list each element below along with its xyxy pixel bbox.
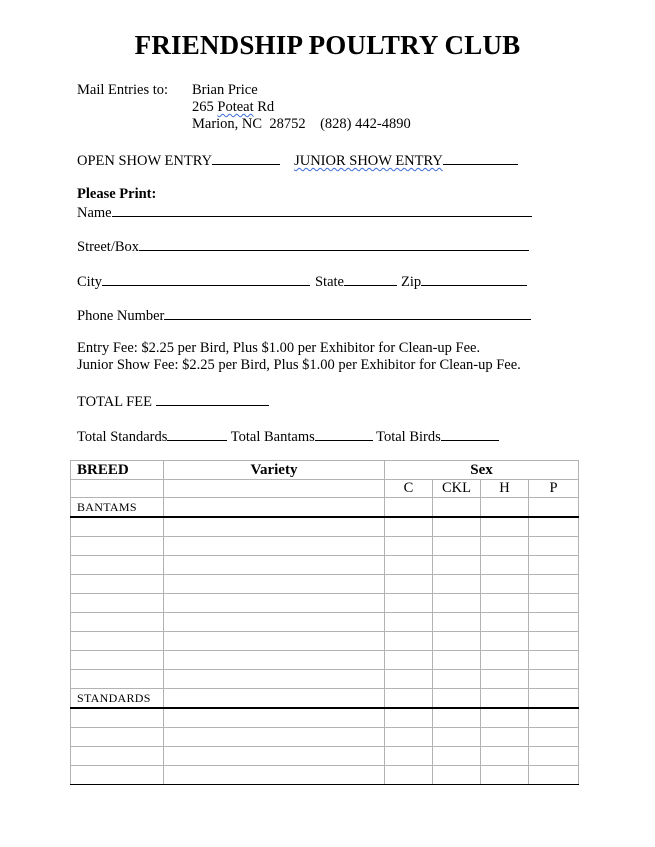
table-row (71, 537, 579, 556)
entry-cell[interactable] (385, 747, 433, 766)
entry-cell[interactable] (164, 575, 385, 594)
phone-label: Phone Number (77, 308, 165, 324)
entry-cell[interactable] (481, 517, 529, 537)
city-field[interactable] (102, 272, 310, 286)
entry-cell[interactable] (385, 632, 433, 651)
table-row (71, 632, 579, 651)
street-line (77, 237, 529, 256)
entry-cell[interactable] (481, 689, 529, 709)
entry-cell[interactable] (481, 708, 529, 728)
name-label: Name (77, 205, 112, 221)
entry-cell[interactable] (385, 556, 433, 575)
entry-cell[interactable] (529, 537, 579, 556)
entry-cell[interactable] (481, 670, 529, 689)
table-row (71, 556, 579, 575)
entry-cell[interactable] (433, 517, 481, 537)
entry-cell[interactable] (385, 766, 433, 785)
entry-cell[interactable] (164, 651, 385, 670)
entry-cell[interactable] (481, 498, 529, 518)
entry-cell[interactable] (164, 708, 385, 728)
sex-col-ckl: CKL (433, 480, 481, 498)
entry-cell[interactable] (481, 556, 529, 575)
name-field[interactable] (112, 203, 532, 217)
total-fee-field[interactable] (156, 392, 269, 406)
table-row (71, 594, 579, 613)
street-suffix: Rd (257, 99, 275, 115)
entry-cell[interactable] (433, 689, 481, 709)
blank-cell (164, 480, 385, 498)
total-standards-field[interactable] (167, 427, 227, 441)
entry-cell[interactable] (385, 708, 433, 728)
blank-cell (71, 480, 164, 498)
total-birds-field[interactable] (441, 427, 499, 441)
spacer-mark (280, 152, 294, 165)
mail-entries-label: Mail Entries to: (77, 82, 169, 98)
zip-field[interactable] (421, 272, 527, 286)
entry-cell[interactable] (385, 728, 433, 747)
entry-cell[interactable] (164, 517, 385, 537)
entry-cell[interactable] (481, 537, 529, 556)
entry-cell[interactable] (164, 556, 385, 575)
entry-cell[interactable] (481, 613, 529, 632)
totals-line (77, 427, 499, 446)
table-row (71, 728, 579, 747)
sex-col-p: P (529, 480, 579, 498)
sex-header: Sex (385, 461, 579, 480)
entry-cell[interactable] (433, 708, 481, 728)
entry-cell[interactable] (433, 651, 481, 670)
please-print-label: Please Print: (77, 186, 157, 202)
entry-cell[interactable] (385, 594, 433, 613)
total-bantams-label: Total Bantams (230, 429, 315, 445)
street-label: Street/Box (77, 239, 140, 255)
total-birds-label: Total Birds (376, 429, 441, 445)
bantams-section-label: BANTAMS (71, 498, 164, 518)
entry-cell[interactable] (529, 613, 579, 632)
entry-cell[interactable] (433, 747, 481, 766)
entry-cell[interactable] (71, 651, 164, 670)
entry-cell[interactable] (164, 498, 385, 518)
zip-label: Zip (400, 274, 422, 290)
sex-col-c: C (385, 480, 433, 498)
sex-col-h: H (481, 480, 529, 498)
city-line (77, 272, 527, 291)
entry-cell[interactable] (433, 632, 481, 651)
open-show-blank[interactable] (212, 151, 280, 165)
entry-cell[interactable] (481, 747, 529, 766)
state-label: State (314, 274, 344, 290)
state-field[interactable] (344, 272, 397, 286)
mail-street (192, 99, 274, 116)
entry-cell[interactable] (481, 632, 529, 651)
entry-cell[interactable] (529, 632, 579, 651)
entry-cell[interactable] (164, 594, 385, 613)
variety-header: Variety (164, 461, 385, 480)
entry-cell[interactable] (385, 498, 433, 518)
entry-cell[interactable] (385, 651, 433, 670)
entry-cell[interactable] (164, 613, 385, 632)
entry-cell[interactable] (164, 670, 385, 689)
standards-section-label: STANDARDS (71, 689, 164, 709)
table-row (71, 670, 579, 689)
entry-cell[interactable] (71, 517, 164, 537)
entry-cell[interactable] (71, 575, 164, 594)
entry-cell[interactable] (71, 613, 164, 632)
entry-cell[interactable] (164, 689, 385, 709)
entry-cell[interactable] (529, 766, 579, 785)
entry-cell[interactable] (529, 728, 579, 747)
total-fee-label: TOTAL FEE (77, 394, 152, 410)
entry-cell[interactable] (529, 517, 579, 537)
entry-cell[interactable] (71, 708, 164, 728)
table-row (71, 766, 579, 785)
entry-cell[interactable] (433, 498, 481, 518)
junior-show-label: JUNIOR SHOW ENTRY (294, 153, 443, 169)
table-row (71, 747, 579, 766)
name-line (77, 203, 532, 222)
entry-cell[interactable] (529, 556, 579, 575)
page-title: FRIENDSHIP POULTRY CLUB (134, 30, 521, 60)
entry-cell[interactable] (481, 728, 529, 747)
entry-cell[interactable] (433, 575, 481, 594)
entry-cell[interactable] (71, 766, 164, 785)
mail-recipient-name: Brian Price (192, 82, 258, 98)
entry-cell[interactable] (164, 537, 385, 556)
street-number: 265 (192, 99, 214, 115)
total-bantams-field[interactable] (315, 427, 373, 441)
entry-cell[interactable] (529, 747, 579, 766)
breed-header: BREED (71, 461, 164, 480)
entry-cell[interactable] (481, 651, 529, 670)
entry-cell[interactable] (71, 670, 164, 689)
entry-cell[interactable] (164, 728, 385, 747)
entry-cell[interactable] (385, 517, 433, 537)
junior-fee-text: Junior Show Fee: $2.25 per Bird, Plus $1.00 per Exhibitor for Clean-up Fee. (77, 357, 521, 373)
entry-cell[interactable] (385, 670, 433, 689)
entry-cell[interactable] (433, 537, 481, 556)
city-label: City (77, 274, 102, 290)
entry-cell[interactable] (71, 537, 164, 556)
entry-cell[interactable] (529, 498, 579, 518)
entry-cell[interactable] (71, 728, 164, 747)
mail-city-phone: Marion, NC 28752 (828) 442-4890 (192, 116, 411, 132)
phone-field[interactable] (164, 306, 531, 320)
entry-cell[interactable] (164, 747, 385, 766)
entry-cell[interactable] (529, 670, 579, 689)
table-row (71, 708, 579, 728)
entry-cell[interactable] (71, 594, 164, 613)
phone-line (77, 306, 531, 325)
entry-cell[interactable] (71, 556, 164, 575)
entry-cell[interactable] (385, 613, 433, 632)
street-field[interactable] (139, 237, 529, 251)
open-show-label: OPEN SHOW ENTRY (77, 153, 213, 169)
entry-cell[interactable] (385, 537, 433, 556)
entry-cell[interactable] (385, 689, 433, 709)
table-row (71, 613, 579, 632)
entry-cell[interactable] (433, 613, 481, 632)
entry-cell[interactable] (433, 556, 481, 575)
entry-cell[interactable] (481, 766, 529, 785)
entry-cell[interactable] (433, 670, 481, 689)
table-row (71, 517, 579, 537)
entry-cell[interactable] (433, 766, 481, 785)
entry-cell[interactable] (529, 651, 579, 670)
entry-cell[interactable] (433, 728, 481, 747)
entry-cell[interactable] (529, 689, 579, 709)
total-standards-label: Total Standards (77, 429, 168, 445)
entry-table (70, 460, 579, 785)
entry-cell[interactable] (71, 632, 164, 651)
entry-cell[interactable] (481, 594, 529, 613)
entry-cell[interactable] (164, 766, 385, 785)
entry-cell[interactable] (481, 575, 529, 594)
entry-cell[interactable] (433, 594, 481, 613)
entry-cell[interactable] (529, 708, 579, 728)
entry-cell[interactable] (529, 575, 579, 594)
entry-cell[interactable] (164, 632, 385, 651)
entry-cell[interactable] (385, 575, 433, 594)
table-row (71, 651, 579, 670)
table-row (71, 575, 579, 594)
total-fee-line (77, 392, 269, 411)
street-name: Poteat (217, 99, 254, 115)
entry-cell[interactable] (529, 594, 579, 613)
entry-fee-text: Entry Fee: $2.25 per Bird, Plus $1.00 per Exhibitor for Clean-up Fee. (77, 340, 481, 356)
junior-show-blank[interactable] (443, 151, 518, 165)
entry-type-line (77, 151, 518, 170)
entry-cell[interactable] (71, 747, 164, 766)
